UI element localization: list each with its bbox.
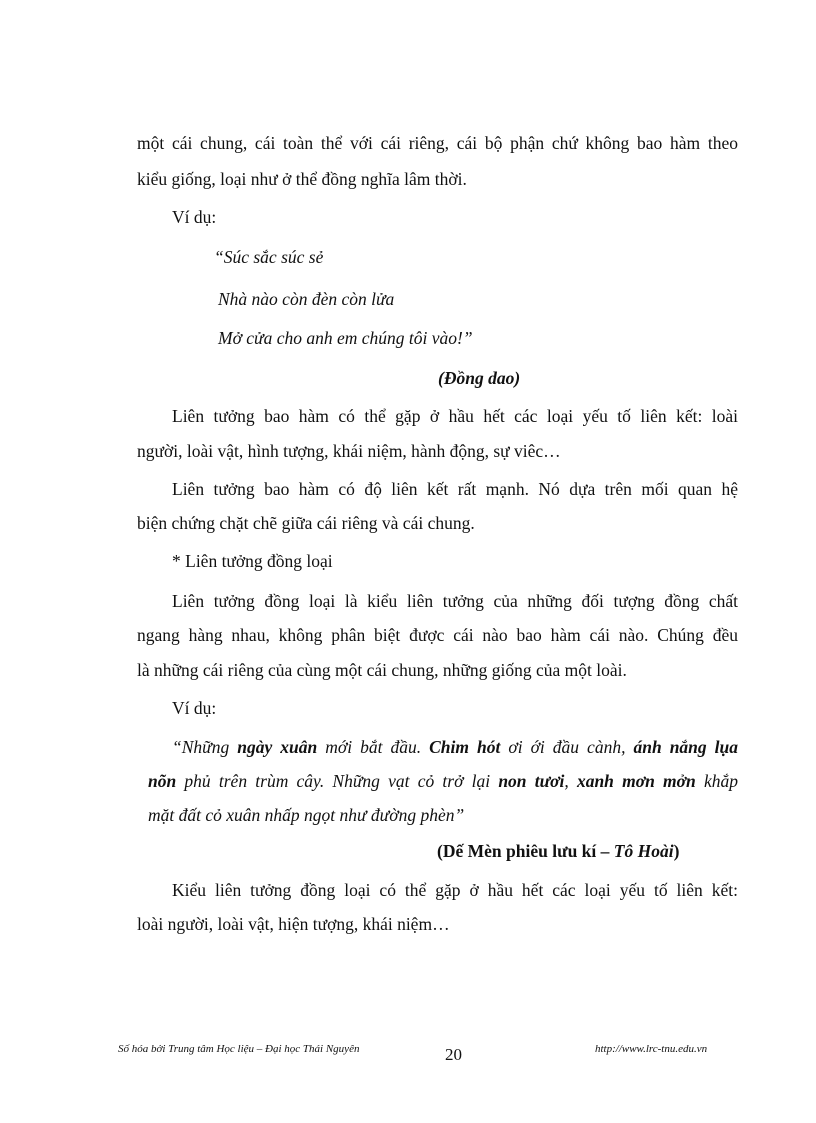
paragraph-line: Liên tưởng bao hàm có độ liên kết rất mạnh. Nó dựa trên mối quan hệ — [172, 479, 738, 499]
footer-url: http://www.lrc-tnu.edu.vn — [595, 1043, 708, 1055]
example-label: Ví dụ: — [172, 207, 217, 227]
poem-line: Mở cửa cho anh em chúng tôi vào!” — [218, 328, 473, 348]
quote-source: (Dế Mèn phiêu lưu kí – Tô Hoài) — [437, 841, 680, 861]
paragraph-line: loài người, loài vật, hiện tượng, khái niệm… — [137, 914, 450, 934]
paragraph-line: là những cái riêng của cùng một cái chung, những giống của một loài. — [137, 660, 627, 680]
paragraph-line: ngang hàng nhau, không phân biệt được cái nào bao hàm cái nào. Chúng đều — [137, 625, 738, 645]
poem-line: Nhà nào còn đèn còn lửa — [218, 289, 395, 309]
paragraph-line: Liên tưởng đồng loại là kiểu liên tưởng của những đối tượng đồng chất — [172, 591, 738, 611]
poem-source: (Đồng dao) — [438, 368, 521, 388]
paragraph-line: biện chứng chặt chẽ giữa cái riêng và cái chung. — [137, 513, 475, 533]
quote-line: nõn phủ trên trùm cây. Những vạt cỏ trở lại non tươi, xanh mơn mởn khắp — [148, 771, 739, 791]
poem-line: “Súc sắc súc sẻ — [214, 247, 324, 267]
page-number: 20 — [445, 1045, 462, 1064]
quote-line: “Những ngày xuân mới bắt đầu. Chim hót ơi ới đầu cành, ánh nắng lụa — [172, 737, 739, 757]
paragraph-line: kiểu giống, loại như ở thể đồng nghĩa lâm thời. — [137, 169, 467, 189]
section-heading: * Liên tưởng đồng loại — [172, 551, 333, 571]
paragraph-line: Liên tưởng bao hàm có thể gặp ở hầu hết các loại yếu tố liên kết: loài — [172, 406, 738, 426]
quote-line: mặt đất cỏ xuân nhấp ngọt như đường phèn” — [148, 805, 465, 825]
paragraph-line: người, loài vật, hình tượng, khái niệm, hành động, sự viêc… — [137, 441, 561, 461]
paragraph-line: Kiểu liên tưởng đồng loại có thể gặp ở hầu hết các loại yếu tố liên kết: — [172, 880, 738, 900]
example-label: Ví dụ: — [172, 698, 217, 718]
footer-credit: Số hóa bởi Trung tâm Học liệu – Đại học Thái Nguyên — [118, 1043, 360, 1055]
paragraph-line: một cái chung, cái toàn thể với cái riêng, cái bộ phận chứ không bao hàm theo — [137, 133, 738, 153]
